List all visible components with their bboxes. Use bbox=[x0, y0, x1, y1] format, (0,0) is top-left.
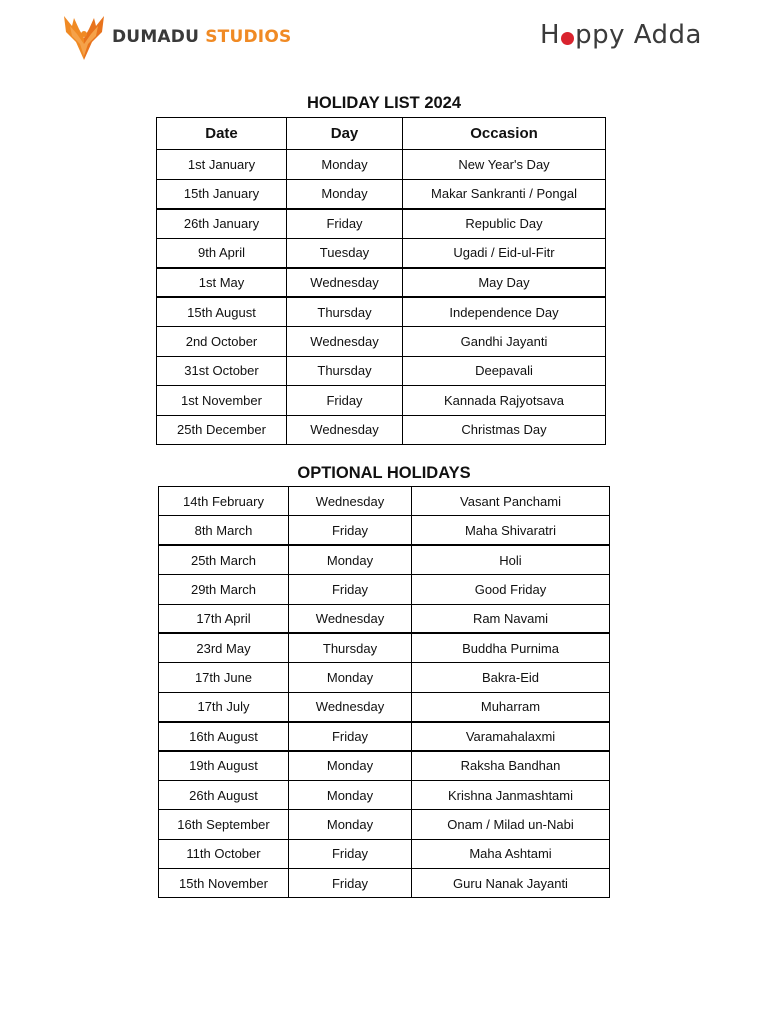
day-cell: Friday bbox=[289, 839, 412, 868]
table-row bbox=[157, 150, 606, 180]
table-row bbox=[159, 692, 610, 721]
occasion-cell: Bakra-Eid bbox=[412, 663, 610, 692]
occasion-cell: Makar Sankranti / Pongal bbox=[403, 179, 606, 209]
day-cell: Monday bbox=[289, 780, 412, 809]
holiday-list-title: HOLIDAY LIST 2024 bbox=[306, 94, 462, 112]
occasion-cell: Republic Day bbox=[403, 209, 606, 239]
table-row bbox=[159, 810, 610, 839]
day-cell: Wednesday bbox=[289, 604, 412, 633]
occasion-cell: Ugadi / Eid-ul-Fitr bbox=[403, 238, 606, 268]
table-row bbox=[159, 604, 610, 633]
red-dot-icon bbox=[561, 32, 574, 45]
date-cell: 25th March bbox=[159, 545, 289, 574]
table-row bbox=[159, 516, 610, 545]
occasion-cell: Maha Shivaratri bbox=[412, 516, 610, 545]
occasion-cell: Ram Navami bbox=[412, 604, 610, 633]
date-cell: 19th August bbox=[159, 751, 289, 780]
date-cell: 14th February bbox=[159, 487, 289, 516]
date-cell: 26th August bbox=[159, 780, 289, 809]
table-row bbox=[157, 268, 606, 298]
day-cell: Friday bbox=[289, 869, 412, 898]
date-cell: 23rd May bbox=[159, 633, 289, 662]
day-cell: Wednesday bbox=[287, 268, 403, 298]
day-cell: Wednesday bbox=[289, 487, 412, 516]
table-row bbox=[157, 327, 606, 357]
brand-word-studios: STUDIOS bbox=[205, 27, 292, 47]
day-cell: Tuesday bbox=[287, 238, 403, 268]
occasion-cell: Independence Day bbox=[403, 297, 606, 327]
column-header-occasion: Occasion bbox=[403, 118, 606, 150]
brand-happy-suffix: ppy Adda bbox=[575, 20, 702, 50]
day-cell: Monday bbox=[289, 663, 412, 692]
day-cell: Friday bbox=[289, 722, 412, 751]
column-header-day: Day bbox=[287, 118, 403, 150]
occasion-cell: Muharram bbox=[412, 692, 610, 721]
day-cell: Friday bbox=[287, 386, 403, 416]
date-cell: 16th August bbox=[159, 722, 289, 751]
page-header bbox=[0, 0, 768, 70]
table-row bbox=[157, 415, 606, 445]
table-row bbox=[159, 869, 610, 898]
date-cell: 15th November bbox=[159, 869, 289, 898]
date-cell: 15th August bbox=[157, 297, 287, 327]
optional-holidays-title: OPTIONAL HOLIDAYS bbox=[297, 464, 471, 482]
day-cell: Monday bbox=[289, 810, 412, 839]
occasion-cell: Maha Ashtami bbox=[412, 839, 610, 868]
date-cell: 29th March bbox=[159, 575, 289, 604]
day-cell: Monday bbox=[287, 179, 403, 209]
happy-adda-logo bbox=[540, 18, 702, 52]
table-row bbox=[159, 487, 610, 516]
occasion-cell: Holi bbox=[412, 545, 610, 574]
table-row bbox=[157, 209, 606, 239]
occasion-cell: May Day bbox=[403, 268, 606, 298]
table-row bbox=[157, 356, 606, 386]
day-cell: Wednesday bbox=[289, 692, 412, 721]
holiday-list-table bbox=[156, 117, 606, 445]
date-cell: 2nd October bbox=[157, 327, 287, 357]
occasion-cell: Vasant Panchami bbox=[412, 487, 610, 516]
phoenix-wings-icon bbox=[62, 12, 106, 62]
date-cell: 17th July bbox=[159, 692, 289, 721]
occasion-cell: Guru Nanak Jayanti bbox=[412, 869, 610, 898]
day-cell: Thursday bbox=[287, 356, 403, 386]
day-cell: Monday bbox=[287, 150, 403, 180]
date-cell: 25th December bbox=[157, 415, 287, 445]
day-cell: Wednesday bbox=[287, 327, 403, 357]
day-cell: Friday bbox=[289, 516, 412, 545]
occasion-cell: Varamahalaxmi bbox=[412, 722, 610, 751]
day-cell: Friday bbox=[289, 575, 412, 604]
occasion-cell: Raksha Bandhan bbox=[412, 751, 610, 780]
occasion-cell: Onam / Milad un-Nabi bbox=[412, 810, 610, 839]
day-cell: Monday bbox=[289, 545, 412, 574]
table-row bbox=[159, 663, 610, 692]
occasion-cell: Good Friday bbox=[412, 575, 610, 604]
optional-holidays-table bbox=[158, 486, 610, 898]
date-cell: 15th January bbox=[157, 179, 287, 209]
table-row bbox=[159, 545, 610, 574]
day-cell: Wednesday bbox=[287, 415, 403, 445]
table-row bbox=[159, 722, 610, 751]
table-row bbox=[157, 297, 606, 327]
day-cell: Monday bbox=[289, 751, 412, 780]
table-row bbox=[159, 575, 610, 604]
occasion-cell: Christmas Day bbox=[403, 415, 606, 445]
table-row bbox=[157, 179, 606, 209]
date-cell: 1st May bbox=[157, 268, 287, 298]
date-cell: 26th January bbox=[157, 209, 287, 239]
table-row bbox=[157, 238, 606, 268]
occasion-cell: Krishna Janmashtami bbox=[412, 780, 610, 809]
occasion-cell: Buddha Purnima bbox=[412, 633, 610, 662]
date-cell: 17th June bbox=[159, 663, 289, 692]
brand-happy-prefix: H bbox=[540, 20, 561, 50]
date-cell: 8th March bbox=[159, 516, 289, 545]
column-header-date: Date bbox=[157, 118, 287, 150]
occasion-cell: Kannada Rajyotsava bbox=[403, 386, 606, 416]
occasion-cell: Deepavali bbox=[403, 356, 606, 386]
dumadu-studios-logo bbox=[62, 12, 291, 62]
day-cell: Friday bbox=[287, 209, 403, 239]
table-row bbox=[159, 780, 610, 809]
day-cell: Thursday bbox=[287, 297, 403, 327]
table-row bbox=[157, 386, 606, 416]
date-cell: 17th April bbox=[159, 604, 289, 633]
table-header-row bbox=[157, 118, 606, 150]
date-cell: 1st January bbox=[157, 150, 287, 180]
occasion-cell: New Year's Day bbox=[403, 150, 606, 180]
date-cell: 9th April bbox=[157, 238, 287, 268]
table-row bbox=[159, 839, 610, 868]
table-row bbox=[159, 751, 610, 780]
day-cell: Thursday bbox=[289, 633, 412, 662]
date-cell: 31st October bbox=[157, 356, 287, 386]
table-row bbox=[159, 633, 610, 662]
occasion-cell: Gandhi Jayanti bbox=[403, 327, 606, 357]
date-cell: 1st November bbox=[157, 386, 287, 416]
brand-word-dumadu: DUMADU bbox=[112, 27, 200, 47]
date-cell: 16th September bbox=[159, 810, 289, 839]
date-cell: 11th October bbox=[159, 839, 289, 868]
